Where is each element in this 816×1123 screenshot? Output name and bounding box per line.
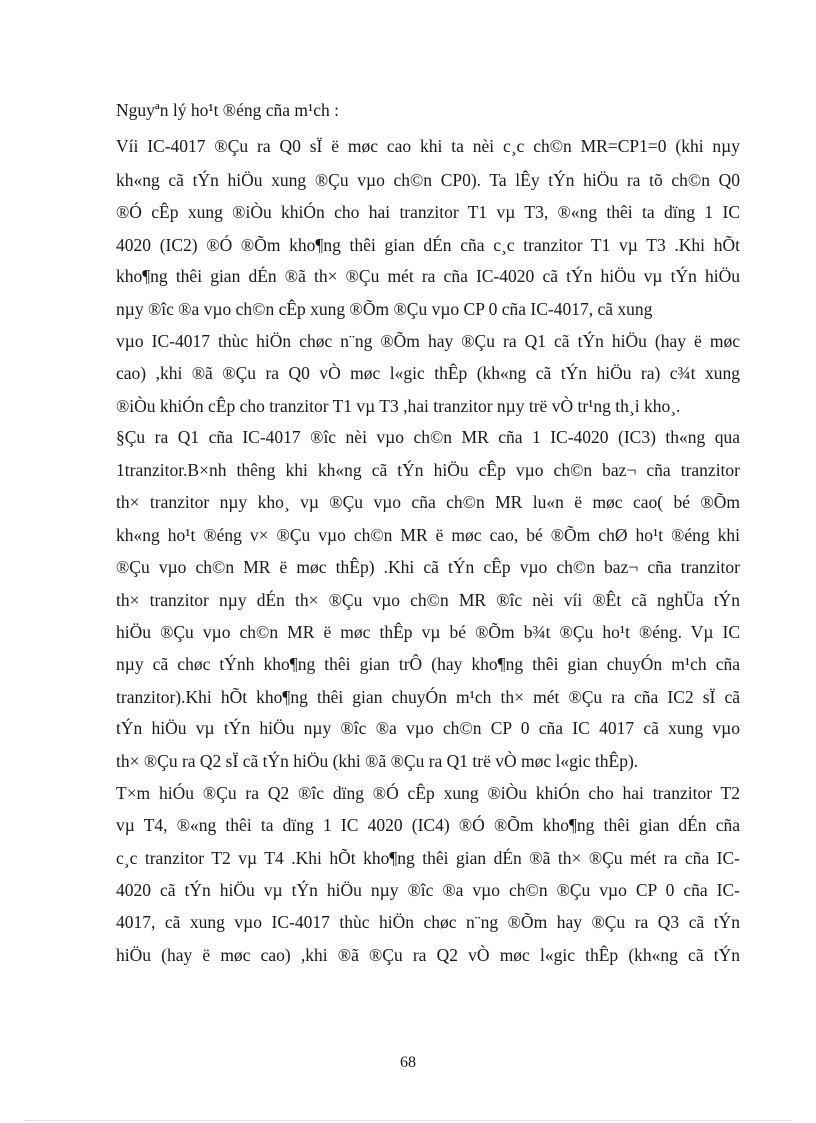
text-line: nµy ®îc ®a vµo ch©n cÊp xung ®Õm ®Çu vµo CP 0 cña IC-4017, cã xung xyxy=(116,299,653,319)
text-line: c¸c tranzitor T2 vµ T4 .Khi hÕt kho¶ng thêi gian dÉn ®ã th× ®Çu mét ra cña IC- xyxy=(116,848,740,868)
text-line: vµ T4, ®«ng thêi ta dïng 1 IC 4020 (IC4) ®Ó ®Õm kho¶ng thêi gian dÉn cña xyxy=(116,815,740,835)
text-line: cao) ,khi ®ã ®Çu ra Q0 vÒ møc l«gic thÊp (kh«ng cã tÝn hiÖu ra) c¾t xung xyxy=(116,363,740,383)
text-line: th× tranzitor nµy dÉn th× ®Çu vµo ch©n MR ®îc nèi víi ®Êt cã nghÜa tÝn xyxy=(116,590,740,610)
text-line: ®Ó cÊp xung ®iÒu khiÓn cho hai tranzitor T1 vµ T3, ®«ng thêi ta dïng 1 IC xyxy=(116,202,740,222)
text-line: T×m hiÓu ®Çu ra Q2 ®îc dïng ®Ó cÊp xung ®iÒu khiÓn cho hai tranzitor T2 xyxy=(116,783,740,803)
text-line: ®iÒu khiÓn cÊp cho tranzitor T1 vµ T3 ,hai tranzitor nµy trë vÒ tr¹ng th¸i kho¸. xyxy=(116,396,681,416)
text-line: 4017, cã xung vµo IC-4017 thùc hiÖn chøc n¨ng ®Õm hay ®Çu ra Q3 cã tÝn xyxy=(116,912,740,932)
text-line: Víi IC-4017 ®Çu ra Q0 sÏ ë møc cao khi ta nèi c¸c ch©n MR=CP1=0 (khi nµy xyxy=(116,136,740,156)
text-line: th× tranzitor nµy kho¸ vµ ®Çu vµo cña ch©n MR lu«n ë møc cao( bé ®Õm xyxy=(116,492,740,512)
page-bottom-divider xyxy=(24,1120,792,1121)
text-line: vµo IC-4017 thùc hiÖn chøc n¨ng ®Õm hay ®Çu ra Q1 cã tÝn hiÖu (hay ë møc xyxy=(116,331,740,351)
text-line: hiÖu (hay ë møc cao) ,khi ®ã ®Çu ra Q2 vÒ møc l«gic thÊp (kh«ng cã tÝn xyxy=(116,945,740,965)
text-line: 1tranzitor.B×nh thêng khi kh«ng cã tÝn hiÖu cÊp vµo ch©n baz¬ cña tranzitor xyxy=(116,460,740,480)
page-number: 68 xyxy=(400,1054,416,1071)
text-line: §Çu ra Q1 cña IC-4017 ®îc nèi vµo ch©n MR cña 1 IC-4020 (IC3) th«ng qua xyxy=(116,427,740,447)
text-line: ®Çu vµo ch©n MR ë møc thÊp) .Khi cã tÝn cÊp vµo ch©n baz¬ cña tranzitor xyxy=(116,557,740,577)
text-line: tranzitor).Khi hÕt kho¶ng thêi gian chuyÓn m¹ch th× mét ®Çu ra cña IC2 sÏ cã xyxy=(116,687,740,707)
text-line: nµy cã chøc tÝnh kho¶ng thêi gian trÔ (hay kho¶ng thêi gian chuyÓn m¹ch cña xyxy=(116,654,740,674)
text-line: 4020 cã tÝn hiÖu vµ tÝn hiÖu nµy ®îc ®a vµo ch©n ®Çu vµo CP 0 cña IC- xyxy=(116,880,740,900)
text-line: 4020 (IC2) ®Ó ®Õm kho¶ng thêi gian dÉn cña c¸c tranzitor T1 vµ T3 .Khi hÕt xyxy=(116,235,740,255)
text-line: Nguyªn lý ho¹t ®éng cña m¹ch : xyxy=(116,100,340,120)
text-line: kh«ng cã tÝn hiÖu xung ®Çu vµo ch©n CP0). Ta lÊy tÝn hiÖu ra tõ ch©n Q0 xyxy=(116,170,740,190)
text-line: th× ®Çu ra Q2 sÏ cã tÝn hiÖu (khi ®ã ®Çu ra Q1 trë vÒ møc l«gic thÊp). xyxy=(116,751,639,771)
text-line: kho¶ng thêi gian dÉn ®ã th× ®Çu mét ra cña IC-4020 cã tÝn hiÖu vµ tÝn hiÖu xyxy=(116,266,740,286)
text-line: tÝn hiÖu vµ tÝn hiÖu nµy ®îc ®a vµo ch©n CP 0 cña IC 4017 cã xung vµo xyxy=(116,718,740,738)
text-line: kh«ng ho¹t ®éng v× ®Çu vµo ch©n MR ë møc cao, bé ®Õm chØ ho¹t ®éng khi xyxy=(116,525,740,545)
text-line: hiÖu ®Çu vµo ch©n MR ë møc thÊp vµ bé ®Õm b¾t ®Çu ho¹t ®éng. Vµ IC xyxy=(116,622,740,642)
